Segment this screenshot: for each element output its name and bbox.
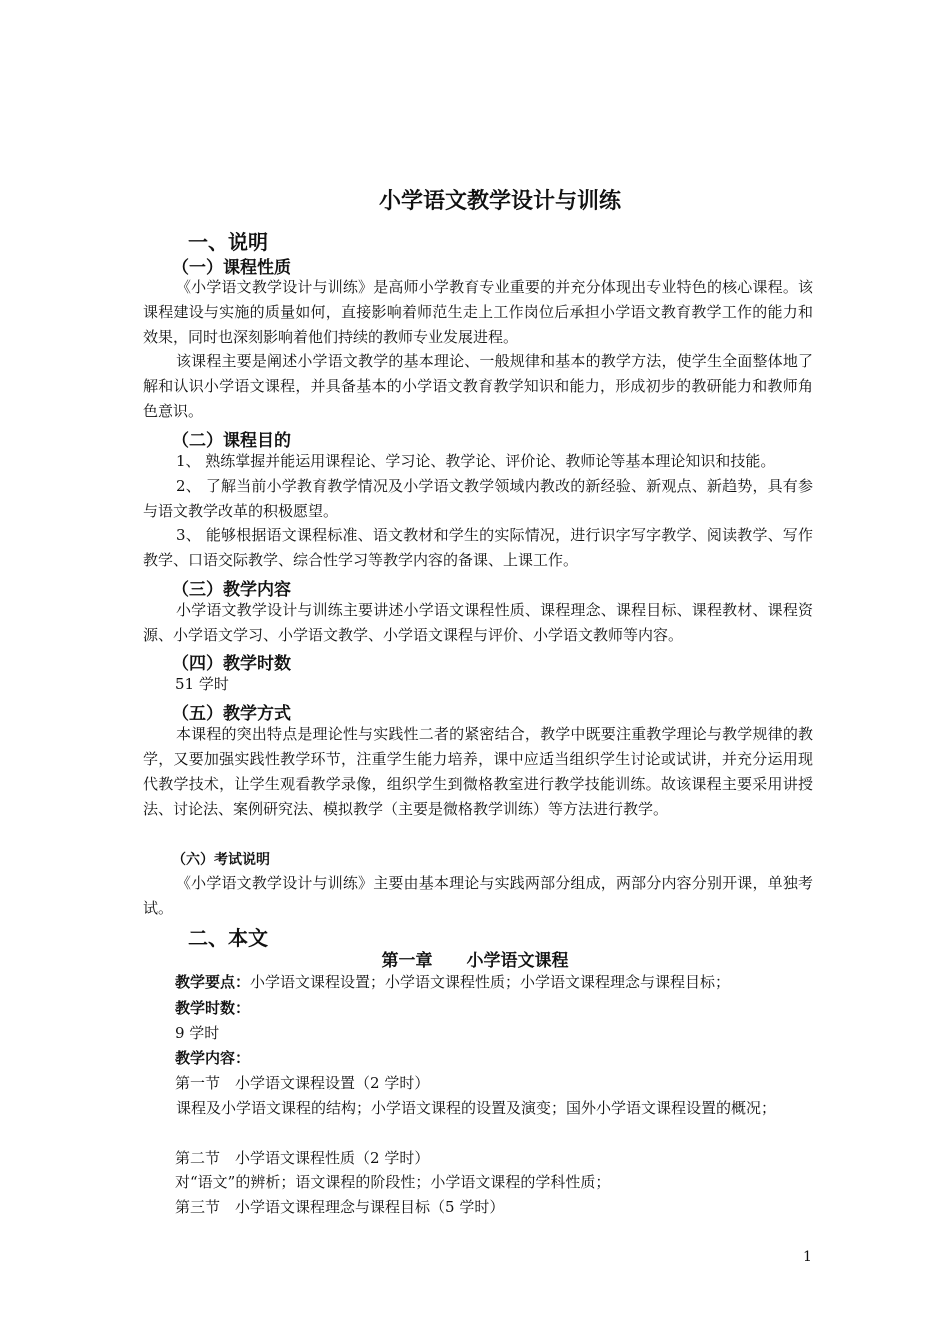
paragraph-teaching-content: 小学语文教学设计与训练主要讲述小学语文课程性质、课程理念、课程目标、课程教材、课程资源、小学语文学习、小学语文教学、小学语文课程与评价、小学语文教师等内容。 <box>143 601 813 644</box>
section-1-title: 第一节 小学语文课程设置（2 学时） <box>175 1074 430 1092</box>
paragraph-teaching-method: 本课程的突出特点是理论性与实践性二者的紧密结合，教学中既要注重教学理论与教学规律的教学，又要加强实践性教学环节，注重学生能力培养，课中应适当组织学生讨论或试讲，并充分运用现代教学技术，让学生观看教学录像，组织学生到微格教室进行教学技能训练。故该课程主要采用讲授法、讨论法、案例研究法、模拟教学（主要是微格教学训练）等方法进行教学。 <box>143 725 813 818</box>
section-1-description: 课程及小学语文课程的结构；小学语文课程的设置及演变；国外小学语文课程设置的概况； <box>176 1099 777 1117</box>
goal-item-3: 3、 能够根据语文课程标准、语文教材和学生的实际情况，进行识字写字教学、阅读教学、写作教学、口语交际教学、综合性学习等教学内容的备课、上课工作。 <box>143 526 813 569</box>
section-heading-explanation: 一、说明 <box>188 230 268 254</box>
section-2-title: 第二节 小学语文课程性质（2 学时） <box>175 1149 430 1167</box>
heading-teaching-hours: （四）教学时数 <box>172 654 291 674</box>
goal-item-2: 2、 了解当前小学教育教学情况及小学语文教学领域内教改的新经验、新观点、新趋势，具有参与语文教学改革的积极愿望。 <box>143 477 813 520</box>
chapter-content-label: 教学内容： <box>175 1049 251 1067</box>
teaching-hours-value: 51 学时 <box>175 675 229 693</box>
chapter-number: 第一章 <box>381 951 433 971</box>
paragraph-course-nature-2: 该课程主要是阐述小学语文教学的基本理论、一般规律和基本的教学方法，使学生全面整体地了解和认识小学语文课程，并具备基本的小学语文教育教学知识和能力，形成初步的教研能力和教师角色意识。 <box>143 352 813 420</box>
paragraph-course-nature-1: 《小学语文教学设计与训练》是高师小学教育专业重要的并充分体现出专业特色的核心课程。该课程建设与实施的质量如何，直接影响着师范生走上工作岗位后承担小学语文教育教学工作的能力和效果，同时也深刻影响着他们持续的教师专业发展进程。 <box>143 278 813 346</box>
chapter-hours-value: 9 学时 <box>175 1024 220 1042</box>
key-points-label: 教学要点： <box>175 973 251 991</box>
heading-teaching-method: （五）教学方式 <box>172 704 291 724</box>
key-points-line <box>175 971 730 993</box>
section-2-description: 对“语文”的辨析；语文课程的阶段性；小学语文课程的学科性质； <box>175 1173 611 1191</box>
key-points-text: 小学语文课程设置；小学语文课程性质；小学语文课程理念与课程目标； <box>250 973 731 991</box>
chapter-heading <box>0 946 950 971</box>
section-3-title: 第三节 小学语文课程理念与课程目标（5 学时） <box>175 1198 505 1216</box>
heading-teaching-content: （三）教学内容 <box>172 580 291 600</box>
document-title: 小学语文教学设计与训练 <box>378 189 621 214</box>
paragraph-exam-notes: 《小学语文教学设计与训练》主要由基本理论与实践两部分组成，两部分内容分别开课，单独考试。 <box>143 874 813 917</box>
chapter-hours-label: 教学时数： <box>175 999 251 1017</box>
section-heading-main-text: 二、本文 <box>188 926 268 950</box>
goal-item-1: 1、 熟练掌握并能运用课程论、学习论、教学论、评价论、教师论等基本理论知识和技能。 <box>176 452 776 470</box>
page-number: 1 <box>803 1249 812 1265</box>
chapter-title: 小学语文课程 <box>466 951 569 971</box>
heading-exam-notes: （六）考试说明 <box>172 852 270 868</box>
heading-course-nature: （一）课程性质 <box>172 258 291 278</box>
heading-course-goals: （二）课程目的 <box>172 431 291 451</box>
